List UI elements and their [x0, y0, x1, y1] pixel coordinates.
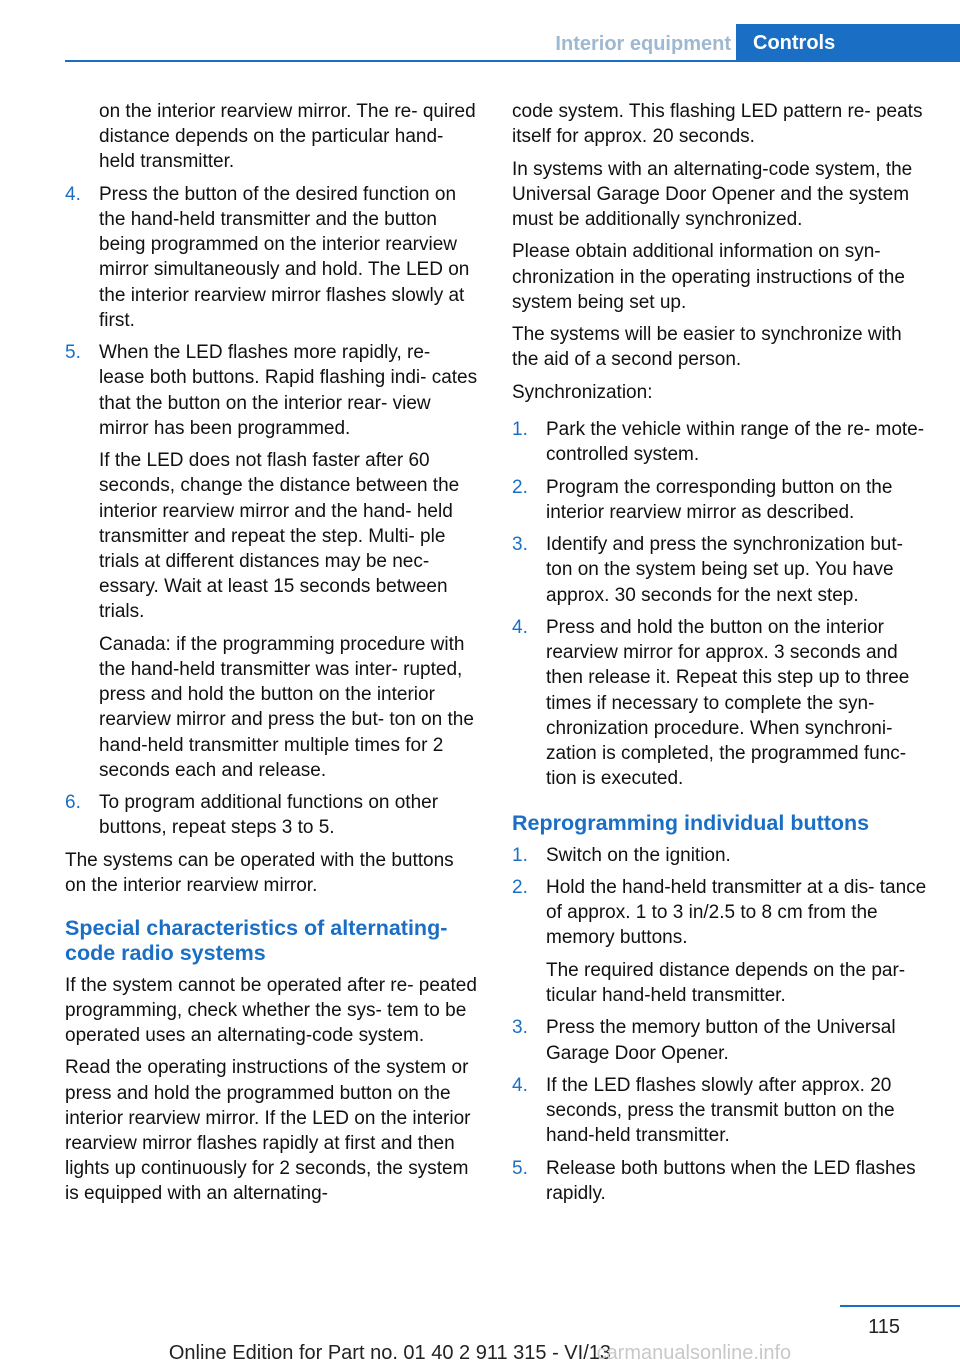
paragraph: The systems can be operated with the buttons on the interior rearview mirror.: [65, 849, 454, 897]
step-text: Hold the hand-held transmitter at a dis‐ tance of approx. 1 to 3 in/2.5 to 8 cm from the memory buttons.: [546, 876, 927, 949]
step-number: 4.: [512, 1074, 528, 1096]
step-number: 3.: [512, 534, 528, 556]
paragraph: The systems will be easier to synchronize with the aid of a second person.: [512, 324, 902, 371]
list-item: [512, 615, 928, 791]
step-note-canada: Canada: if the programming procedure with the hand-held transmitter was inter‐ rupted, press and hold the button on the interior rearview mirror and press the but‐ ton on the hand-held transmitter multiple times for 2 seconds each and release.: [99, 633, 474, 781]
footer-rule: [840, 1305, 960, 1307]
section-title: Interior equipment: [555, 33, 731, 55]
step-number: 3.: [512, 1017, 528, 1039]
list-item: [512, 843, 928, 868]
edition-label: Online Edition for Part no. 01 40 2 911 315 - VI/13: [168, 1344, 611, 1362]
paragraph: Read the operating instructions of the system or press and hold the programmed button on the interior rearview mirror. If the LED on the interior rearview mirror flashes rapidly at first and then lights up continuously for 2 seconds, the system is equipped with an alternating-: [65, 1057, 471, 1205]
step-number: 5.: [512, 1157, 528, 1179]
list-item: [512, 1156, 928, 1206]
step-3-continuation: on the interior rearview mirror. The re‐ quired distance depends on the particular hand-held transmitter.: [99, 101, 476, 173]
step-text: Park the vehicle within range of the re‐ mote-controlled system.: [546, 418, 925, 466]
step-number: 5.: [65, 342, 81, 364]
step-text: If the LED flashes slowly after approx. 20 seconds, press the transmit button on the hand-held transmitter.: [546, 1074, 895, 1147]
list-item: [512, 1073, 928, 1149]
list-item: [512, 1015, 928, 1065]
header-rule: [65, 60, 960, 62]
step-4: [65, 182, 479, 333]
section-heading: Special characteristics of alternating-code radio systems: [65, 916, 448, 966]
paragraph: In systems with an alternating-code system, the Universal Garage Door Opener and the system must be additionally synchronized.: [512, 158, 913, 230]
step-text: Release both buttons when the LED flashes rapidly.: [546, 1157, 916, 1204]
step-text: Press the memory button of the Universal Garage Door Opener.: [546, 1017, 896, 1064]
step-number: 2.: [512, 476, 528, 498]
right-column: [512, 99, 928, 1213]
step-number: 1.: [512, 844, 528, 866]
step-text: Identify and press the synchronization but‐ ton on the system being set up. You have approx. 30 seconds for the next step.: [546, 534, 903, 606]
step-text: When the LED flashes more rapidly, re‐ lease both buttons. Rapid flashing indi‐ cates that the button on the interior rear‐ view mirror has been programmed.: [99, 342, 478, 439]
page-header: [0, 24, 960, 62]
step-number: 6.: [65, 792, 81, 814]
paragraph: Please obtain additional information on syn‐ chronization in the operating instructions of the system being set up.: [512, 241, 905, 313]
step-number: 4.: [512, 616, 528, 638]
programming-steps: [65, 182, 479, 841]
page-number: 115: [868, 1316, 900, 1338]
step-text: Switch on the ignition.: [546, 844, 731, 866]
step-note: The required distance depends on the par‐ ticular hand-held transmitter.: [546, 959, 906, 1006]
step-text: Press and hold the button on the interior rearview mirror for approx. 3 seconds and then release it. Repeat this step up to three times if necessary to complete the syn‐ chronization procedure. When synchroni‐ zation is completed, the programmed func‐ tion is executed.: [546, 616, 910, 790]
list-item: [512, 875, 928, 1008]
paragraph: If the system cannot be operated after re‐ peated programming, check whether the sys‐ tem to be operated uses an alternating-code system.: [65, 974, 477, 1047]
step-number: 1.: [512, 418, 528, 440]
left-column: [65, 99, 479, 1214]
list-item: [512, 532, 928, 608]
paragraph: Synchronization:: [512, 381, 653, 403]
step-text: To program additional functions on other buttons, repeat steps 3 to 5.: [99, 792, 439, 839]
step-number: 4.: [65, 183, 81, 205]
step-note: If the LED does not flash faster after 60 seconds, change the distance between the interior rearview mirror and the hand- held transmitter and repeat the step. Multi‐ ple trials at different distances may be nec‐ essary. Wait at least 15 seconds between trials.: [99, 450, 460, 623]
paragraph: code system. This flashing LED pattern re‐ peats itself for approx. 20 seconds.: [512, 101, 923, 148]
watermark: carmanualsonline.info: [596, 1344, 792, 1362]
reprogramming-steps: [512, 843, 928, 1207]
section-heading: Reprogramming individual buttons: [512, 811, 870, 836]
step-text: Program the corresponding button on the interior rearview mirror as described.: [546, 476, 893, 523]
synchronization-steps: [512, 417, 928, 791]
chapter-tab: Controls: [736, 24, 960, 62]
list-item: [512, 475, 928, 525]
step-5: [65, 340, 479, 783]
step-number: 2.: [512, 876, 528, 898]
edition-footer: [0, 1344, 960, 1362]
step-6: [65, 790, 479, 840]
step-text: Press the button of the desired function on the hand-held transmitter and the button being programmed on the interior rearview mirror simultaneously and hold. The LED on the interior rearview mirror flashes slowly at first.: [99, 183, 470, 331]
list-item: [512, 417, 928, 467]
